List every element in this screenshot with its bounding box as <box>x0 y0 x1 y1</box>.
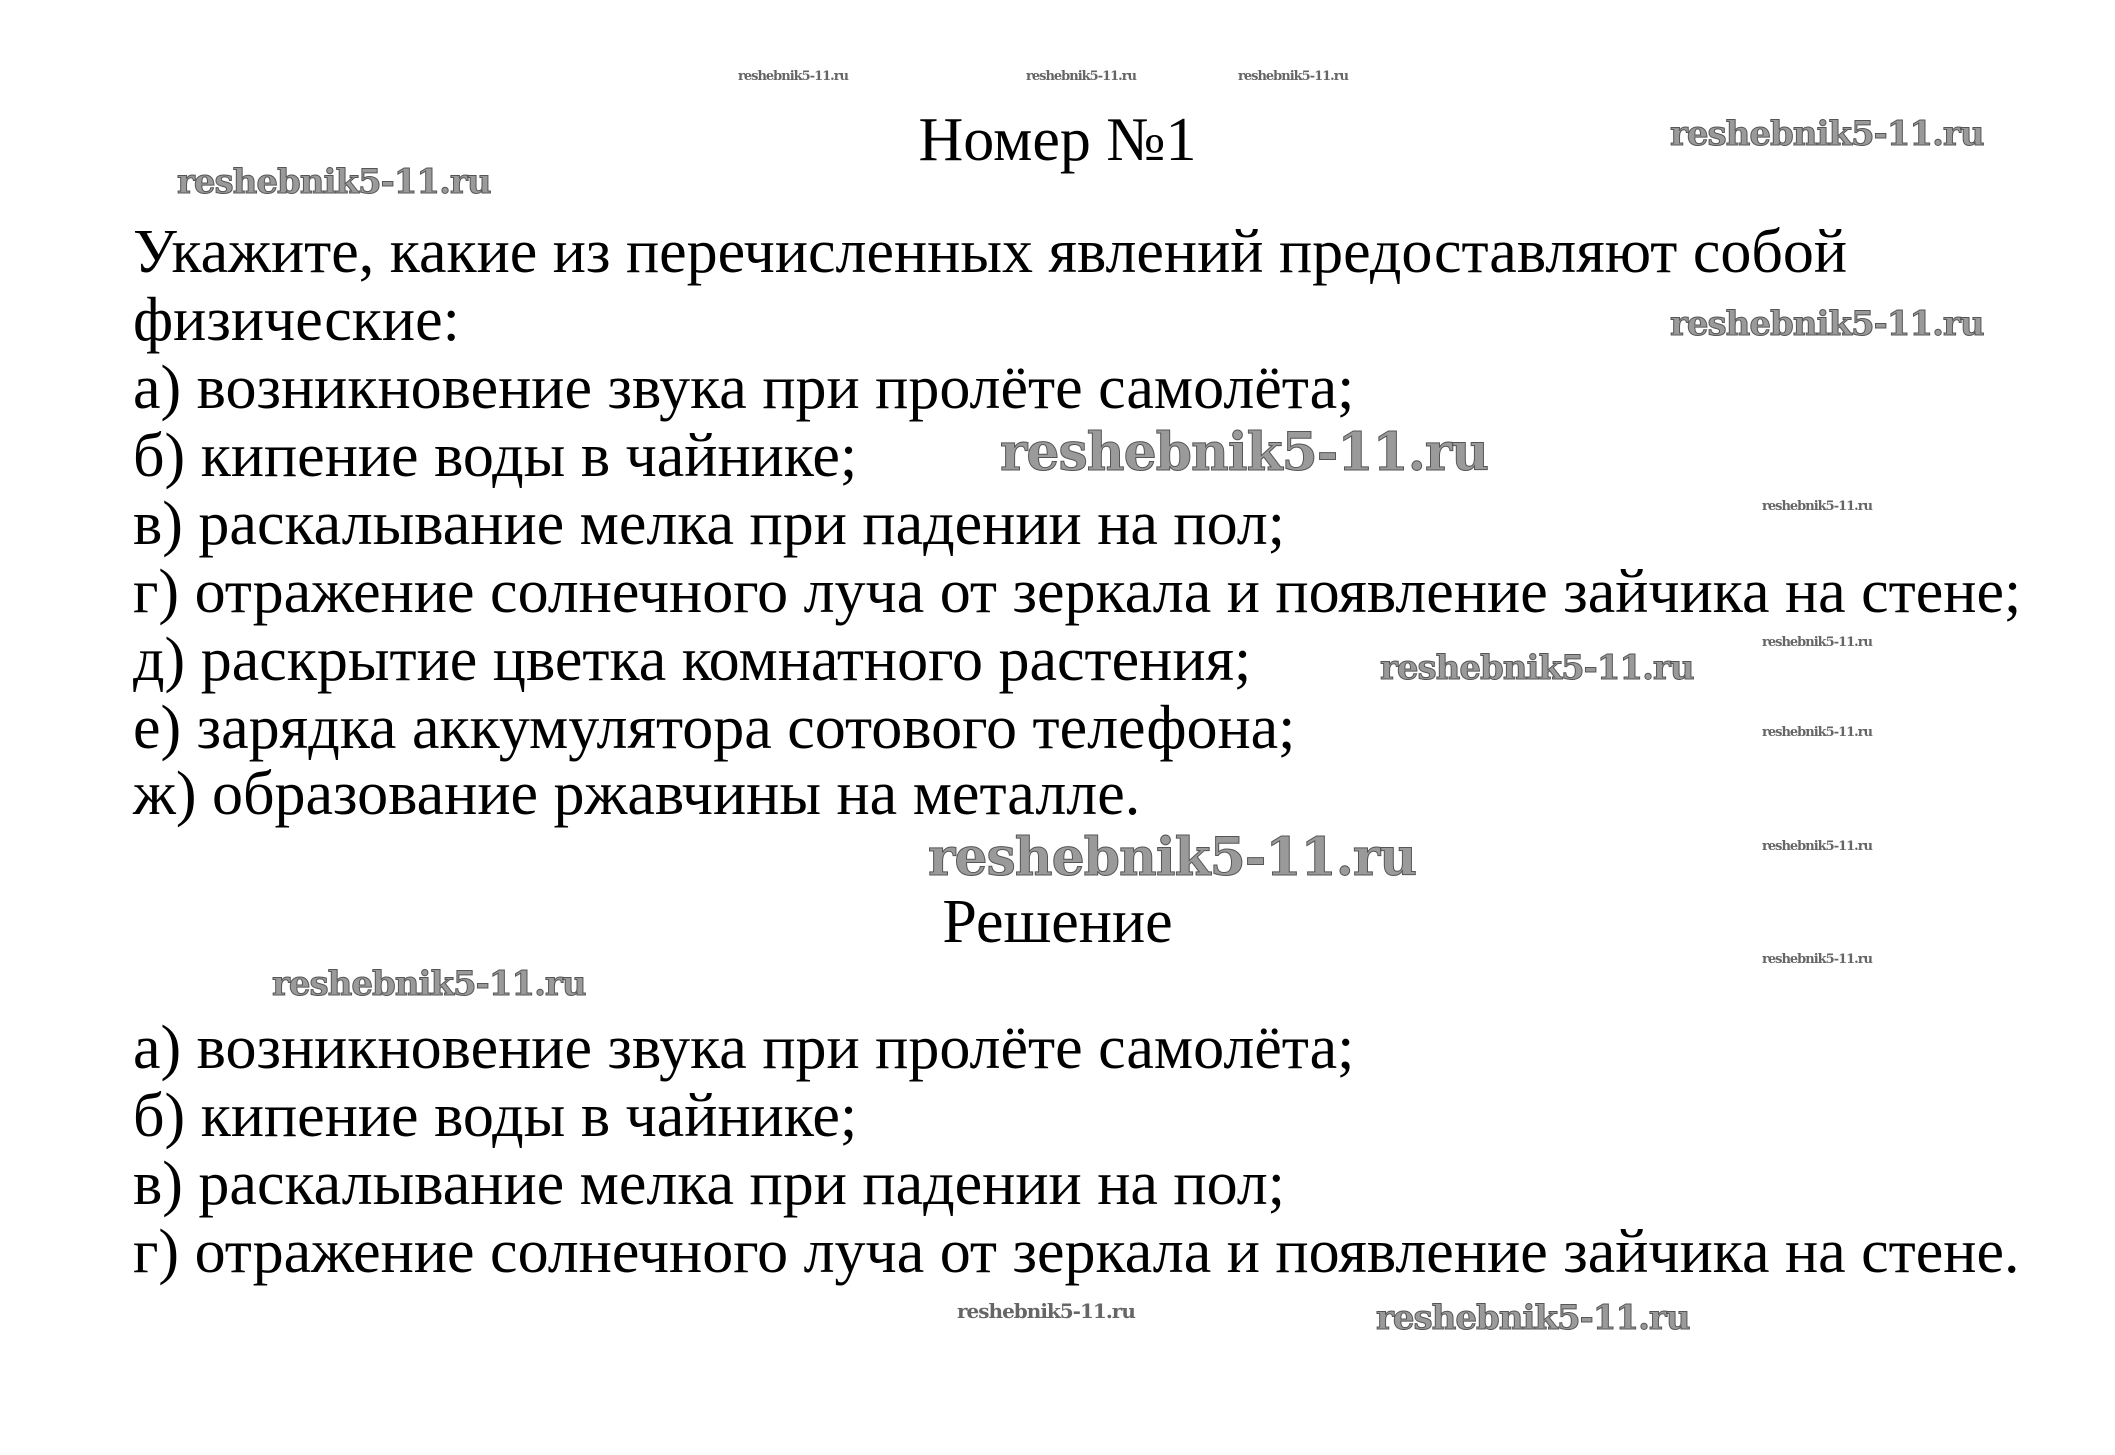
watermark: reshebnik5-11.ru <box>1670 304 1984 344</box>
watermark: reshebnik5-11.ru <box>1670 114 1984 154</box>
watermark: reshebnik5-11.ru <box>272 964 586 1004</box>
watermark: reshebnik5-11.ru <box>1762 635 1873 650</box>
watermark: reshebnik5-11.ru <box>1238 69 1349 84</box>
solution-heading: Решение <box>942 888 1173 956</box>
watermark: reshebnik5-11.ru <box>1762 952 1873 967</box>
solution-answer: а) возникновение звука при пролёте самолёта; <box>133 1014 1355 1082</box>
question-option: д) раскрытие цветка комнатного растения; <box>133 626 1252 694</box>
question-option: ж) образование ржавчины на металле. <box>133 760 1141 828</box>
solution-answer: б) кипение воды в чайнике; <box>133 1082 858 1150</box>
watermark: reshebnik5-11.ru <box>177 162 491 202</box>
watermark: reshebnik5-11.ru <box>1762 499 1873 514</box>
watermark: reshebnik5-11.ru <box>1762 839 1873 854</box>
watermark: reshebnik5-11.ru <box>957 1299 1135 1323</box>
question-option: г) отражение солнечного луча от зеркала и появление зайчика на стене; <box>133 558 2022 626</box>
question-option: б) кипение воды в чайнике; <box>133 422 858 490</box>
question-option: е) зарядка аккумулятора сотового телефона; <box>133 694 1296 762</box>
watermark: reshebnik5-11.ru <box>928 827 1417 888</box>
watermark: reshebnik5-11.ru <box>1376 1298 1690 1338</box>
question-option: а) возникновение звука при пролёте самолёта; <box>133 354 1355 422</box>
watermark: reshebnik5-11.ru <box>1026 69 1137 84</box>
watermark: reshebnik5-11.ru <box>1380 648 1694 688</box>
question-option: в) раскалывание мелка при падении на пол; <box>133 490 1285 558</box>
solution-answer: в) раскалывание мелка при падении на пол; <box>133 1150 1285 1218</box>
watermark: reshebnik5-11.ru <box>738 69 849 84</box>
watermark: reshebnik5-11.ru <box>1000 422 1489 483</box>
watermark: reshebnik5-11.ru <box>1762 725 1873 740</box>
question-intro-cont: физические: <box>133 286 460 354</box>
solution-answer: г) отражение солнечного луча от зеркала и появление зайчика на стене. <box>133 1218 2020 1286</box>
question-intro: Укажите, какие из перечисленных явлений предоставляют собой <box>133 218 1848 286</box>
page-title: Номер №1 <box>918 106 1197 174</box>
